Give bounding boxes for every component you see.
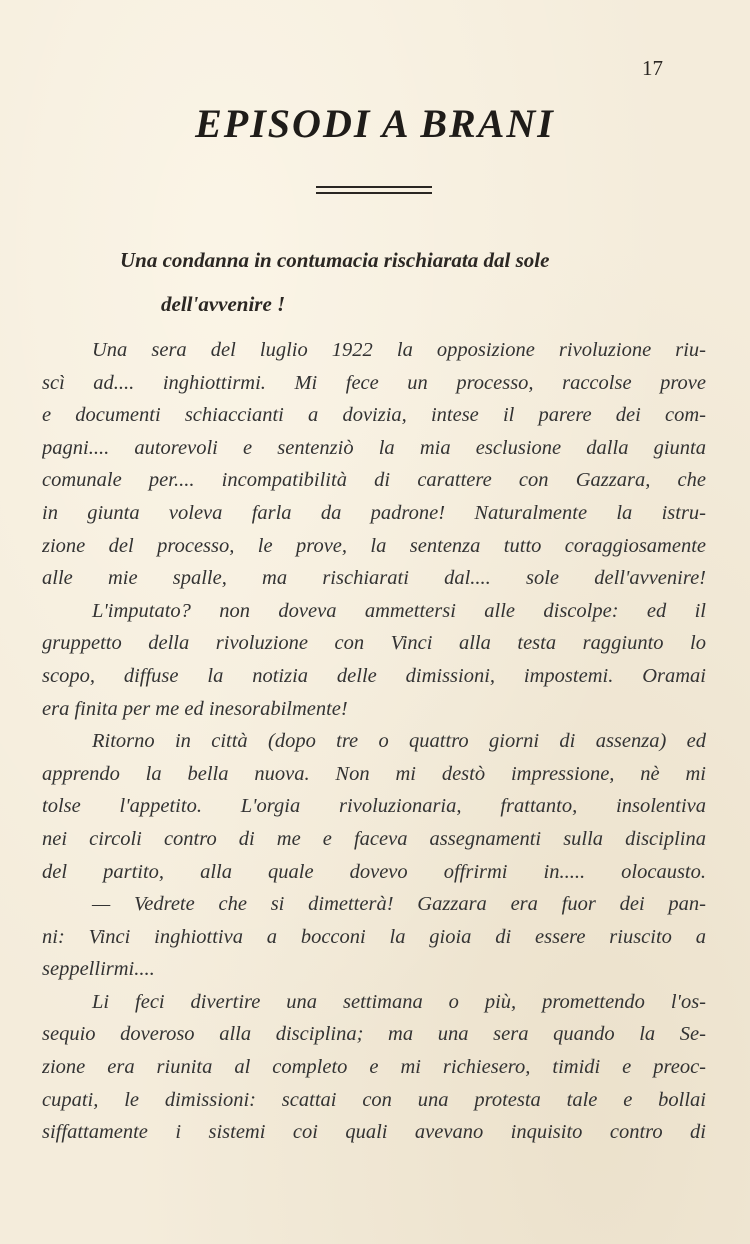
subtitle-line-2: dell'avvenire ! <box>161 292 286 316</box>
text-line: zione era riunita al completo e mi richiesero, timidi e preoc- <box>42 1056 706 1079</box>
text-line: comunale per.... incompatibilità di carattere con Gazzara, che <box>42 469 706 492</box>
text-line: Li feci divertire una settimana o più, promettendo l'os- <box>92 990 706 1013</box>
text-line: scì ad.... inghiottirmi. Mi fece un processo, raccolse prove <box>42 371 706 394</box>
text-line: Una sera del luglio 1922 la opposizione rivoluzione riu- <box>92 339 706 361</box>
text-line: alle mie spalle, ma rischiarati dal.... sole dell'avvenire! <box>42 567 706 590</box>
text-line: e documenti schiaccianti a dovizia, intese il parere dei com- <box>42 404 706 427</box>
text-line: pagni.... autorevoli e sentenziò la mia esclusione dalla giunta <box>42 436 706 459</box>
text-line: seppellirmi.... <box>42 958 155 981</box>
text-line: Ritorno in città (dopo tre o quattro giorni di assenza) ed <box>92 730 706 753</box>
title-divider-top <box>316 186 432 188</box>
subtitle-line-1: Una condanna in contumacia rischiarata dal sole <box>120 248 550 272</box>
text-line: del partito, alla quale dovevo offrirmi in..... olocausto. <box>42 860 706 883</box>
chapter-title: EPISODI A BRANI <box>195 101 555 146</box>
text-line: ni: Vinci inghiottiva a bocconi la gioia di essere riuscito a <box>42 925 706 948</box>
page-number: 17 <box>642 56 663 80</box>
text-line: era finita per me ed inesorabilmente! <box>42 697 348 720</box>
text-line: zione del processo, le prove, la sentenza tutto coraggiosamente <box>42 534 706 557</box>
text-line: siffattamente i sistemi coi quali avevano inquisito contro di <box>42 1121 706 1144</box>
text-line: tolse l'appetito. L'orgia rivoluzionaria, frattanto, insolentiva <box>42 795 706 818</box>
text-line: nei circoli contro di me e faceva assegnamenti sulla disciplina <box>42 827 706 850</box>
section-subtitle <box>120 238 680 326</box>
body-text <box>42 334 706 1149</box>
title-divider-bottom <box>316 192 432 194</box>
text-line: in giunta voleva farla da padrone! Naturalmente la istru- <box>42 501 706 524</box>
text-line: apprendo la bella nuova. Non mi destò impressione, nè mi <box>42 762 706 785</box>
text-line: scopo, diffuse la notizia delle dimissioni, impostemi. Oramai <box>42 664 706 687</box>
text-line: L'imputato? non doveva ammettersi alle discolpe: ed il <box>92 599 706 622</box>
text-line: sequio doveroso alla disciplina; ma una sera quando la Se- <box>42 1023 706 1046</box>
text-line: — Vedrete che si dimetterà! Gazzara era fuor dei pan- <box>92 893 706 916</box>
text-line: gruppetto della rivoluzione con Vinci alla testa raggiunto lo <box>42 632 706 655</box>
text-line: cupati, le dimissioni: scattai con una protesta tale e bollai <box>42 1088 706 1111</box>
